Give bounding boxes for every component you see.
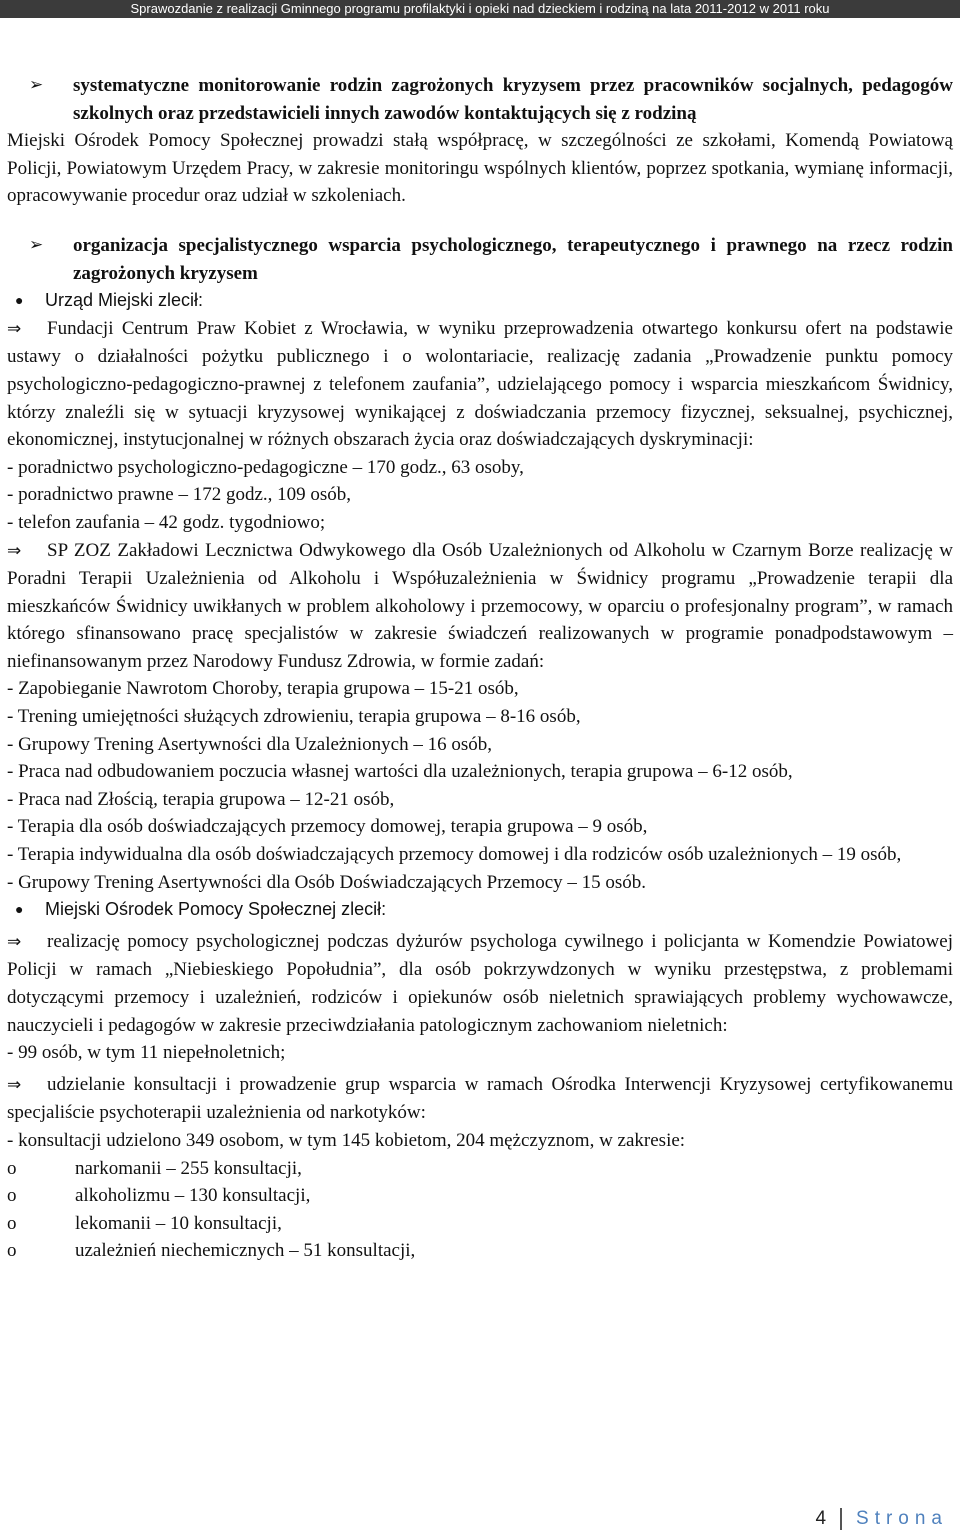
sub-list-text: narkomanii – 255 konsultacji, [75,1157,302,1179]
circle-bullet: o [7,1157,17,1179]
sub-list-text: lekomanii – 10 konsultacji, [75,1212,282,1234]
bullet-text: Miejski Ośrodek Pomocy Społecznej zlecił: [45,899,387,920]
list-item: - Praca nad Złością, terapia grupowa – 12-21 osób, [7,788,395,810]
arrow-item-niebieskie-popoludnie [7,928,953,1039]
double-arrow-icon: ⇒ [7,1074,22,1095]
arrow-text: SP ZOZ Zakładowi Lecznictwa Odwykowego dla Osób Uzależnionych od Alkoholu w Czarnym Borze realizację w Poradni Terapii Uzależnienia od Alkoholu i Współuzależnienia w Świdnicy programu „Prowadzenie terapii dla mieszkańców Świdnicy uwikłanych w problem alkoholowy i przemocowy, w oparciu o profesjonalny program”, w ramach którego sfinansowano pracę specjalistów w zakresie świadczeń realizowanych w programie ponadpodstawowym – niefinansowanym przez Narodowy Fundusz Zdrowia, w formie zadań: [7,539,953,672]
circle-bullet: o [7,1240,17,1262]
heading-text: organizacja specjalistycznego wsparcia psychologicznego, terapeutycznego i prawnego na rzecz rodzin zagrożonych kryzysem [73,234,953,284]
double-arrow-icon: ⇒ [7,931,22,952]
document-body [7,72,953,1265]
sub-list-item [7,1210,953,1238]
bullet-dot-icon: ● [15,901,24,918]
bullet-text: Urząd Miejski zlecił: [45,290,204,311]
page-header: Sprawozdanie z realizacji Gminnego programu profilaktyki i opieki nad dzieckiem i rodziną na lata 2011-2012 w 2011 roku [0,0,960,18]
list-item: - Praca nad odbudowaniem poczucia własnej wartości dla uzależnionych, terapia grupowa – 6-12 osób, [7,761,793,783]
list-item: - Zapobieganie Nawrotom Choroby, terapia grupowa – 15-21 osób, [7,678,519,700]
list-item: - Terapia indywidualna dla osób doświadczających przemocy domowej i dla rodziców osób uzależnionych – 19 osób, [7,844,902,866]
circle-bullet: o [7,1212,17,1234]
double-arrow-icon: ⇒ [7,540,22,561]
list-item: - poradnictwo psychologiczno-pedagogiczne – 170 godz., 63 osoby, [7,456,524,478]
footer-divider [840,1508,842,1530]
list-item: - Grupowy Trening Asertywności dla Osób Doświadczających Przemocy – 15 osób. [7,871,647,893]
list-item: - 99 osób, w tym 11 niepełnoletnich; [7,1042,286,1064]
section-heading-support [7,232,953,287]
page-number: 4 [815,1508,827,1530]
bullet-dot-icon: ● [15,292,24,309]
arrowhead-bullet-icon: ➢ [29,234,44,255]
sub-list-text: uzależnień niechemicznych – 51 konsultacji, [75,1240,416,1262]
paragraph-mops-cooperation: Miejski Ośrodek Pomocy Społecznej prowadzi stałą współpracę, w szczególności ze szkołami, Komendą Powiatową Policji, Powiatowym Urzędem Pracy, w zakresie monitoringu wspólnych klientów, poprzez spotkania, wymianę informacji, opracowywanie procedur oraz udział w szkoleniach. [7,130,953,207]
consultation-sub-list [7,1155,953,1265]
bullet-urzad-miejski [7,287,953,315]
arrow-item-konsultacje [7,1071,953,1127]
list-item: - telefon zaufania – 42 godz. tygodniowo; [7,511,326,533]
page-footer [815,1508,948,1530]
section-heading-monitoring [7,72,953,127]
sub-list-item [7,1182,953,1210]
arrow-text: Fundacji Centrum Praw Kobiet z Wrocławia, w wyniku przeprowadzenia otwartego konkursu ofert na podstawie ustawy o działalności pożytku publicznego i o wolontariacie, realizację zadania „Prowadzenie punktu pomocy psychologiczno-pedagogiczno-prawnej z telefonem zaufania”, udzielającego pomocy i wsparcia mieszkańcom Świdnicy, którzy znaleźli się w sytuacji kryzysowej wynikającej z doświadczania przemocy fizycznej, seksualnej, psychicznej, ekonomicznej, instytucjonalnej w różnych obszarach życia oraz doświadczających dyskryminacji: [7,317,953,451]
list-item: - konsultacji udzielono 349 osobom, w tym 145 kobietom, 204 mężczyznom, w zakresie: [7,1129,686,1151]
sub-list-item [7,1237,953,1265]
arrow-text: udzielanie konsultacji i prowadzenie grup wsparcia w ramach Ośrodka Interwencji Kryzysowej certyfikowanemu specjaliście psychoterapii uzależnienia od narkotyków: [7,1073,953,1124]
heading-text: systematyczne monitorowanie rodzin zagrożonych kryzysem przez pracowników socjalnych, pedagogów szkolnych oraz przedstawicieli innych zawodów kontaktujących się z rodziną [73,75,953,124]
sub-list-item [7,1155,953,1183]
bullet-mops [7,896,953,924]
page-label: Strona [856,1508,948,1530]
list-item: - Grupowy Trening Asertywności dla Uzależnionych – 16 osób, [7,733,492,755]
double-arrow-icon: ⇒ [7,318,22,339]
list-item: - Trening umiejętności służących zdrowieniu, terapia grupowa – 8-16 osób, [7,706,581,728]
circle-bullet: o [7,1185,17,1207]
arrow-text: realizację pomocy psychologicznej podczas dyżurów psychologa cywilnego i policjanta w Komendzie Powiatowej Policji w ramach „Niebieskiego Popołudnia”, dla osób pokrzywdzonych w wyniku przestępstwa, z problemami dotyczącymi przemocy i uzależnień, rodziców i opiekunów osób nieletnich sprawiających problemy wychowawcze, nauczycieli i pedagogów w zakresie przeciwdziałania patologicznym zachowaniom nieletnich: [7,930,953,1036]
arrowhead-bullet-icon: ➢ [29,75,44,95]
arrow-item-sp-zoz [7,537,953,676]
arrow-item-fundacja [7,315,953,454]
list-item: - poradnictwo prawne – 172 godz., 109 osób, [7,484,352,506]
list-item: - Terapia dla osób doświadczających przemocy domowej, terapia grupowa – 9 osób, [7,816,648,838]
sub-list-text: alkoholizmu – 130 konsultacji, [75,1185,311,1207]
